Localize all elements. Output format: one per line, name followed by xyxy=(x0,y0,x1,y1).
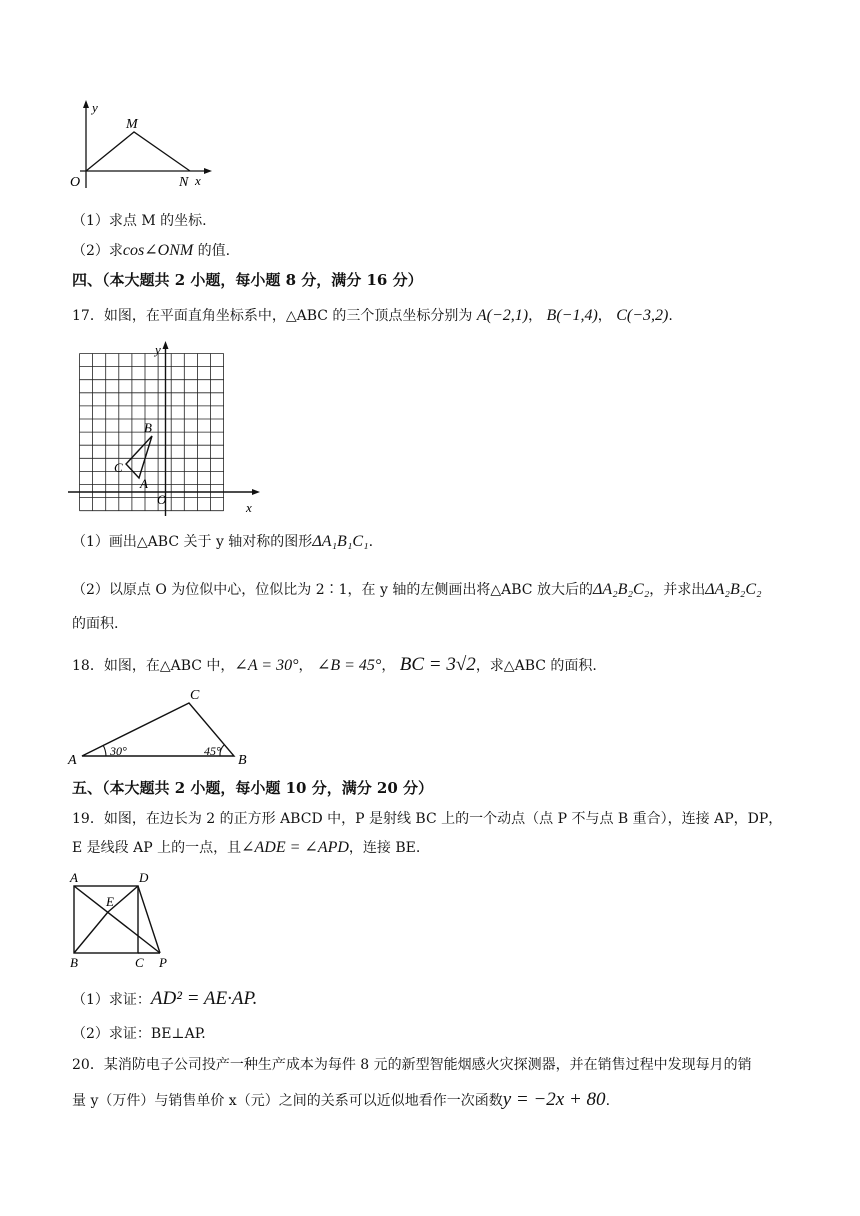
q16-part2-expr: cos∠ONM xyxy=(122,242,194,259)
q19-part2: （2）求证：BE⊥AP. xyxy=(72,1026,206,1042)
q19-line2-suffix: ，连接 BE. xyxy=(348,840,421,856)
q19-part1-prefix: （1）求证： xyxy=(72,992,151,1008)
q17-point-b: B(−1,4) xyxy=(546,307,598,324)
q20-line2-prefix: 量 y（万件）与销售单价 x（元）之间的关系可以近似地看作一次函数 xyxy=(72,1093,503,1109)
n-label: N xyxy=(179,175,189,190)
q17-part2 xyxy=(72,580,762,600)
q17-part1-suffix: . xyxy=(368,534,374,550)
grid-x-label: x xyxy=(246,500,252,515)
x-axis-arrow xyxy=(204,168,212,174)
angle-arc-a xyxy=(103,745,106,756)
triangle-omn xyxy=(86,132,190,171)
q20-line2-expr: y = −2x + 80 xyxy=(502,1089,606,1110)
q19-line2-prefix: E 是线段 AP 上的一点，且 xyxy=(72,840,242,856)
q18-c-label: C xyxy=(190,688,200,703)
q17-part1-prefix: （1）画出△ABC 关于 y 轴对称的图形 xyxy=(72,534,313,550)
figure-q19 xyxy=(64,866,184,972)
q18-angle-b: ∠B = 45° xyxy=(316,657,382,674)
section5-title: 五、（本大题共 2 小题，每小题 10 分，满分 20 分） xyxy=(72,779,434,797)
figure-grid xyxy=(66,340,266,518)
q18-bc: BC = 3√2 xyxy=(399,654,476,675)
q19-c-label: C xyxy=(135,955,144,970)
q20-line2-suffix: . xyxy=(605,1093,611,1109)
q17-intro-end: . xyxy=(668,308,673,324)
q18-a-label: A xyxy=(68,753,77,768)
q17-part1-expr: ΔA₁B₁C₁ xyxy=(312,533,369,550)
section4-title: 四、（本大题共 2 小题，每小题 8 分，满分 16 分） xyxy=(72,271,423,289)
q19-p-label: P xyxy=(159,955,167,970)
q17-intro: 17．如图，在平面直角坐标系中，△ABC 的三个顶点坐标分别为 A(−2,1)， B(−1,4)， C(−3,2). xyxy=(72,307,673,324)
m-label: M xyxy=(126,117,138,132)
q19-part1 xyxy=(72,989,257,1010)
grid-a-label: A xyxy=(140,476,148,491)
q18-prefix: 18．如图，在△ABC 中， xyxy=(72,658,235,674)
grid-c-label: C xyxy=(114,460,123,475)
grid-x-axis-arrow xyxy=(252,489,260,495)
o-label: O xyxy=(70,175,81,190)
q18-text: 18．如图，在△ABC 中，∠A = 30°， ∠B = 45°， BC = 3√2，求△ABC 的面积. xyxy=(72,654,597,675)
grid-o-label: O xyxy=(157,492,167,507)
q16-part1: （1）求点 M 的坐标. xyxy=(72,213,207,229)
q16-part2 xyxy=(72,241,230,261)
q20-line2 xyxy=(72,1090,610,1111)
q19-b-label: B xyxy=(70,955,78,970)
segment-ap xyxy=(74,886,160,953)
segment-be xyxy=(74,912,108,953)
q19-line2 xyxy=(72,838,420,858)
grid-y-label: y xyxy=(155,342,161,357)
q19-line1: 19．如图，在边长为 2 的正方形 ABCD 中，P 是射线 BC 上的一个动点（点 P 不与点 B 重合），连接 AP，DP， xyxy=(72,811,783,827)
x-label: x xyxy=(195,173,201,188)
grid-b-label: B xyxy=(144,420,152,435)
figure-q18 xyxy=(66,684,276,768)
q17-point-c: C(−3,2) xyxy=(616,307,669,324)
grid-y-axis-arrow xyxy=(163,341,169,349)
q20-line1: 20．某消防电子公司投产一种生产成本为每件 8 元的新型智能烟感火灾探测器，并在销售过程中发现每月的销 xyxy=(72,1057,752,1073)
q19-e-label: E xyxy=(106,894,114,909)
y-label: y xyxy=(92,100,98,115)
q19-line2-expr: ∠ADE = ∠APD xyxy=(241,839,349,856)
y-axis-arrow xyxy=(83,100,89,108)
q19-a-label: A xyxy=(70,870,78,885)
q19-part1-expr: AD² = AE·AP. xyxy=(150,988,258,1009)
q17-part1 xyxy=(72,532,373,552)
q16-part2-suffix: 的值. xyxy=(193,243,231,259)
q17-part2-prefix: （2）以原点 O 为位似中心，位似比为 2∶1，在 y 轴的左侧画出将△ABC 放大后的 xyxy=(72,582,593,598)
q19-d-label: D xyxy=(139,870,149,885)
q17-part2-mid: ，并求出 xyxy=(649,582,706,598)
q16-part2-prefix: （2）求 xyxy=(72,243,123,259)
q17-point-a: A(−2,1) xyxy=(476,307,529,324)
segment-dp xyxy=(138,886,160,953)
q17-intro-text: 17．如图，在平面直角坐标系中，△ABC 的三个顶点坐标分别为 xyxy=(72,308,473,324)
q17-part2-expr2: ΔA₂B₂C₂ xyxy=(705,581,762,598)
q17-part2-expr1: ΔA₂B₂C₂ xyxy=(592,581,650,598)
q18-angle-a: ∠A = 30° xyxy=(234,657,299,674)
q18-b-label: B xyxy=(238,753,247,768)
figure-omn xyxy=(66,98,216,194)
q18-angle-b-label: 45° xyxy=(204,744,221,758)
q18-angle-a-label: 30° xyxy=(110,744,127,758)
q17-part2-line2: 的面积. xyxy=(72,616,119,632)
q18-suffix: ，求△ABC 的面积. xyxy=(475,658,597,674)
